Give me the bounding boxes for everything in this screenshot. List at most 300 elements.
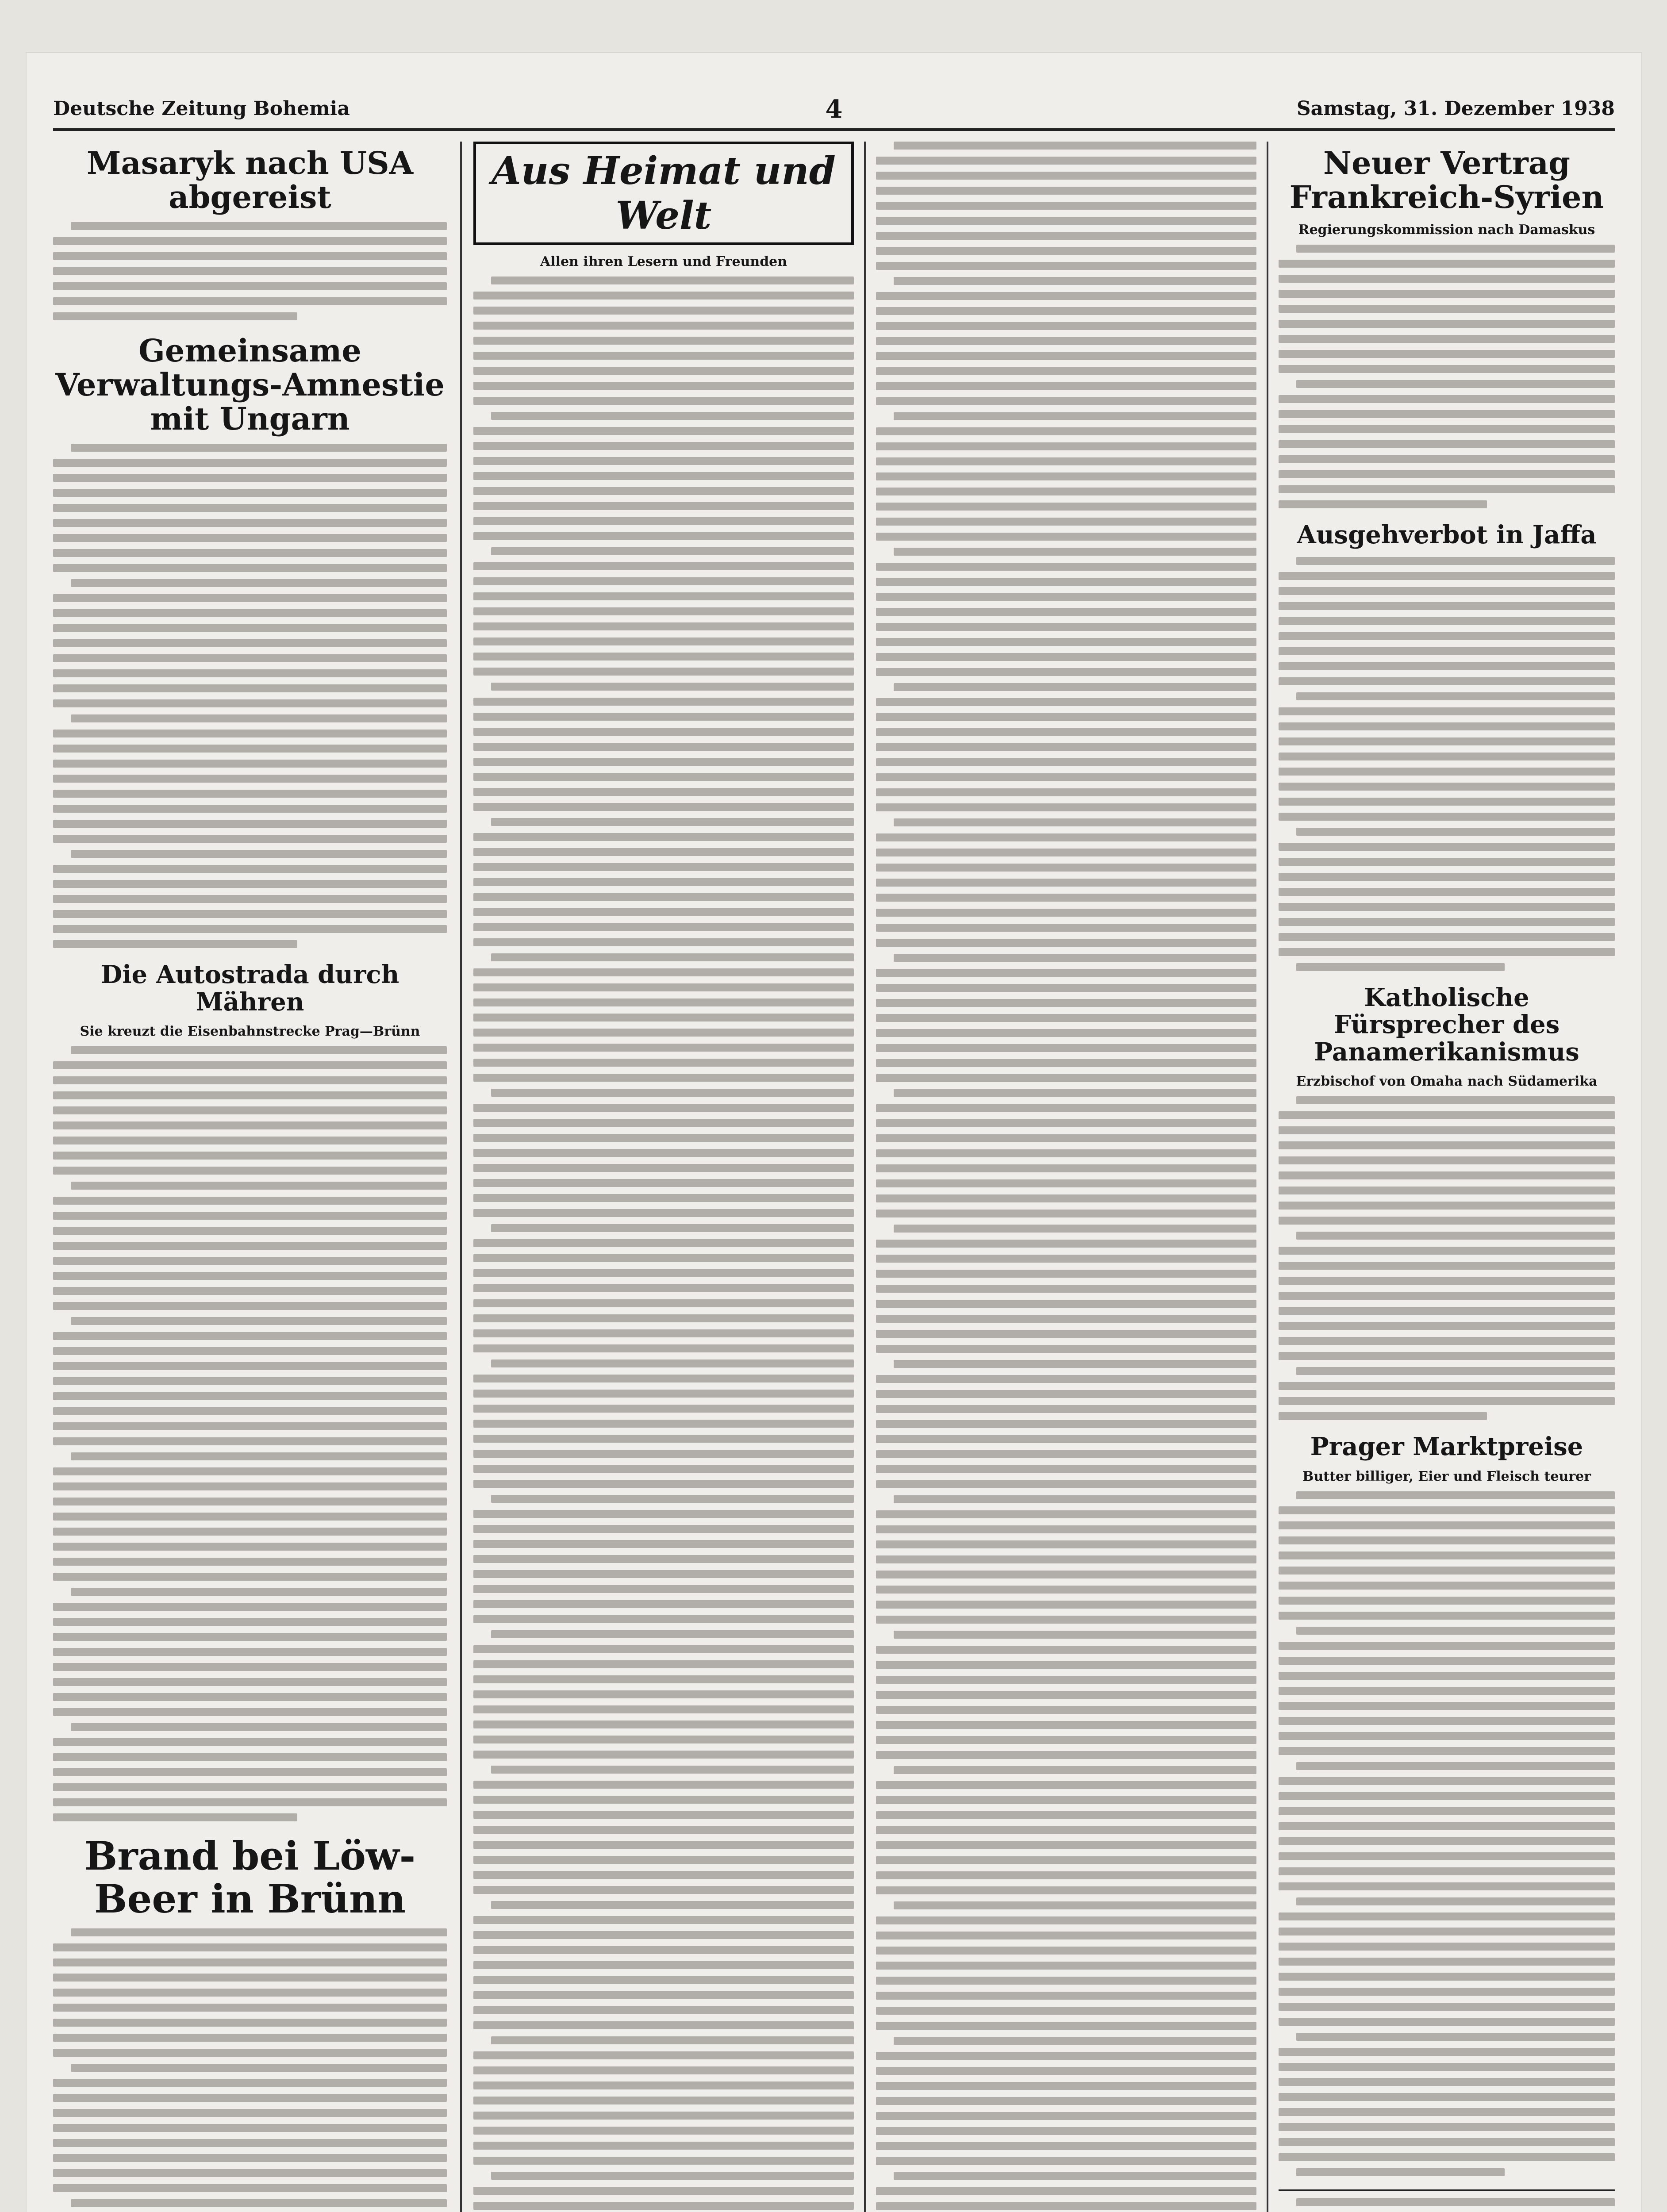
text-line [876,1992,1256,2000]
text-line [1279,1247,1615,1255]
text-line [473,698,854,706]
text-line [876,1962,1256,1970]
headline-brand: Brand bei Löw-Beer in Brünn [84,1833,416,1922]
text-line [53,1798,447,1806]
text-line [1279,1382,1615,1390]
text-line [53,910,447,918]
article-body [473,276,854,2212]
text-line [1279,1171,1615,1179]
text-line [53,1272,447,1280]
text-line [876,1074,1256,1082]
text-line [53,252,447,260]
text-line [473,562,854,570]
text-line [876,503,1256,511]
text-line [876,2112,1256,2120]
text-line [876,1194,1256,1202]
text-line [71,579,447,587]
text-line [876,563,1256,571]
text-line [1279,843,1615,851]
text-line [1279,1657,1615,1665]
text-line [876,2127,1256,2135]
text-line [876,849,1256,856]
text-line [53,1753,447,1761]
text-line [1279,783,1615,791]
text-line [1279,1126,1615,1134]
text-line [1279,485,1615,493]
text-line [53,534,447,542]
text-line [473,743,854,751]
text-line [473,1540,854,1548]
text-line [876,1826,1256,1834]
text-line [53,1407,447,1415]
text-line [1279,1322,1615,1330]
text-line [876,1270,1256,1278]
text-line [1279,1612,1615,1620]
text-line [473,1074,854,1082]
text-line [53,1693,447,1701]
text-line [1279,1187,1615,1194]
text-line [876,909,1256,917]
text-line [1296,2168,1505,2176]
text-line [894,1089,1256,1097]
text-line [473,2202,854,2210]
text-line [1279,1943,1615,1951]
text-line [876,698,1256,706]
text-line [1279,1777,1615,1785]
text-line [473,1329,854,1337]
text-line [894,818,1256,826]
text-line [876,382,1256,390]
headline-syrien: Neuer Vertrag Frankreich-Syrien [1289,145,1604,215]
headline-autostrada: Die Autostrada durch Mähren [100,960,399,1017]
text-line [53,2004,447,2012]
text-line [1279,1202,1615,1210]
text-line [876,1661,1256,1669]
text-line [876,1525,1256,1533]
text-line [876,2022,1256,2030]
text-line [1279,1412,1487,1420]
text-line [53,624,447,632]
text-line [53,1513,447,1521]
text-line [473,1209,854,1217]
text-line [491,412,854,420]
text-line [876,1616,1256,1624]
subheadline-syrien: Regierungskommission nach Damaskus [1298,222,1595,238]
text-line [473,592,854,600]
text-line [473,1690,854,1698]
text-line [491,683,854,691]
text-line [1279,602,1615,610]
text-line [53,745,447,753]
text-line [1279,1867,1615,1875]
text-line [53,1347,447,1355]
text-line [53,684,447,692]
text-line [1296,1627,1615,1635]
text-line [1279,1262,1615,1270]
text-line [876,352,1256,360]
text-line [53,730,447,737]
text-line [473,1976,854,1984]
text-line [894,954,1256,962]
text-line [1279,2108,1615,2116]
text-line [473,2066,854,2074]
text-line [876,623,1256,631]
text-line [473,1751,854,1759]
text-line [1279,425,1615,433]
text-line [53,1227,447,1235]
text-line [1279,1882,1615,1890]
article-body [1279,1491,1615,2176]
text-line [876,457,1256,465]
text-line [1279,1156,1615,1164]
text-line [491,818,854,826]
text-line [53,820,447,828]
text-line [53,1989,447,1997]
text-line [473,382,854,390]
text-line [473,908,854,916]
text-line [876,2097,1256,2105]
text-line [876,1210,1256,1217]
text-line [53,1663,447,1671]
text-line [473,1284,854,1292]
text-line [473,352,854,360]
text-line [1279,1582,1615,1590]
text-line [491,953,854,961]
text-line [876,1676,1256,1684]
text-line [1279,1521,1615,1529]
section-banner: Aus Heimat und Welt [473,142,854,245]
text-line [473,517,854,525]
text-line [1279,1551,1615,1559]
text-line [473,1480,854,1488]
text-line [1279,1337,1615,1345]
text-line [473,1675,854,1683]
article-body [876,142,1256,2212]
text-line [491,1901,854,1909]
text-line [53,2049,447,2057]
text-line [1279,813,1615,821]
text-line [1279,290,1615,298]
text-line [876,1796,1256,1804]
text-line [1279,2003,1615,2011]
text-line [473,1269,854,1277]
text-line [876,1721,1256,1729]
headline-jaffa: Ausgehverbot in Jaffa [1297,520,1597,549]
text-line [473,1600,854,1608]
text-line [473,367,854,375]
text-line [894,2037,1256,2045]
text-line [876,1751,1256,1759]
text-line [473,2112,854,2120]
text-line [71,714,447,722]
text-line [876,1315,1256,1323]
text-line [53,1152,447,1160]
text-line [1279,395,1615,403]
text-line [473,577,854,585]
text-line [894,1360,1256,1368]
text-line [53,519,447,527]
text-line [1279,1277,1615,1285]
text-line [53,489,447,497]
text-line [876,187,1256,195]
text-line [53,1543,447,1551]
text-line [53,267,447,275]
text-line [53,699,447,707]
text-line [53,297,447,305]
text-line [473,923,854,931]
text-line [876,713,1256,721]
text-line [473,1134,854,1142]
text-line [473,397,854,405]
text-line [876,1571,1256,1578]
text-line [473,1194,854,1202]
text-line [876,1977,1256,1985]
text-line [473,653,854,661]
text-line [1279,888,1615,896]
article-body [1279,557,1615,971]
text-line [473,833,854,841]
text-line [473,2187,854,2195]
text-line [71,444,447,452]
text-line [473,1465,854,1473]
subheadline-katholisch: Erzbischof von Omaha nach Südamerika [1296,1074,1598,1090]
text-line [473,307,854,315]
text-line [1279,500,1487,508]
text-line [876,578,1256,586]
text-line [473,1149,854,1157]
text-line [53,1422,447,1430]
text-line [53,880,447,888]
text-line [53,1242,447,1250]
text-line [53,895,447,903]
text-line [1279,1732,1615,1740]
text-line [53,1377,447,1385]
text-line [491,1359,854,1367]
masthead-date: Samstag, 31. Dezember 1938 [1296,97,1615,120]
text-line [1279,2063,1615,2071]
text-line [53,504,447,512]
text-line [53,865,447,873]
text-line [53,669,447,677]
text-line [876,1375,1256,1383]
text-line [53,1121,447,1129]
text-line [1279,455,1615,463]
text-line [876,1059,1256,1067]
text-line [876,2157,1256,2165]
text-line [1279,1597,1615,1605]
text-line [491,2172,854,2180]
newspaper-page [27,53,1641,2212]
text-line [876,969,1256,977]
text-line [876,337,1256,345]
text-line [473,2006,854,2014]
text-line [53,1813,297,1821]
text-line [53,1212,447,1220]
text-line [1279,365,1615,373]
text-line [876,247,1256,255]
text-line [1279,1852,1615,1860]
text-line [473,1239,854,1247]
text-line [1279,1217,1615,1225]
text-line [876,1736,1256,1744]
column-rule [1267,142,1268,2212]
text-line [894,1766,1256,1774]
text-line [473,1991,854,1999]
text-line [894,1225,1256,1233]
text-line [473,998,854,1006]
text-line [1279,2018,1615,2026]
text-line [1279,1397,1615,1405]
text-line [876,1164,1256,1172]
text-line [473,292,854,300]
text-line [53,282,447,290]
text-line [491,1766,854,1774]
text-line [876,202,1256,210]
text-line [1279,335,1615,343]
text-line [53,1648,447,1656]
text-line [1296,380,1615,388]
text-line [876,608,1256,616]
text-line [53,639,447,647]
text-line [1279,2138,1615,2146]
text-line [876,2067,1256,2075]
text-line [876,1240,1256,1248]
text-line [876,533,1256,541]
text-line [876,367,1256,375]
text-line [876,879,1256,887]
text-line [1279,1307,1615,1315]
text-line [71,222,447,230]
text-line [53,474,447,482]
text-line [473,1645,854,1653]
text-line [1279,1928,1615,1936]
text-line [876,638,1256,646]
text-line [473,1314,854,1322]
text-line [53,2109,447,2117]
text-line [71,2199,447,2207]
text-line [53,2019,447,2027]
text-line [1279,587,1615,595]
text-line [1279,1912,1615,1920]
text-line [53,1708,447,1716]
text-line [876,593,1256,601]
text-line [473,322,854,330]
text-line [71,1317,447,1325]
text-line [1279,873,1615,881]
text-line [53,760,447,768]
text-line [1279,1717,1615,1725]
text-line [473,758,854,766]
text-line [1279,1807,1615,1815]
page-number: 4 [825,95,843,124]
text-line [473,637,854,645]
text-line [491,276,854,284]
text-line [473,1375,854,1382]
text-line [53,1603,447,1611]
text-line [53,775,447,783]
text-line [876,668,1256,676]
text-line [473,502,854,510]
text-line [1279,948,1615,956]
text-line [876,1345,1256,1353]
text-line [53,925,447,933]
text-line [1296,245,1615,253]
text-line [473,1405,854,1413]
text-line [1279,305,1615,313]
text-line [1296,1762,1615,1770]
text-line [473,607,854,615]
text-line [1279,647,1615,655]
text-line [1279,410,1615,418]
text-line [53,2154,447,2162]
text-line [473,1781,854,1789]
text-line [473,1254,854,1262]
text-line [473,863,854,871]
text-line [473,2081,854,2089]
text-line [876,232,1256,240]
text-line [473,1841,854,1849]
text-line [71,1588,447,1596]
text-line [473,1344,854,1352]
text-line [53,654,447,662]
column-rule [460,142,462,2212]
text-line [473,1164,854,1172]
text-line [53,1573,447,1581]
text-line [53,805,447,813]
text-line [53,459,447,467]
text-line [876,894,1256,902]
text-line [53,1287,447,1295]
text-line [1279,1958,1615,1966]
text-line [53,2094,447,2102]
text-line [1279,2048,1615,2056]
text-line [53,1558,447,1566]
text-line [473,938,854,946]
text-line [473,2051,854,2059]
text-line [1279,1352,1615,1360]
text-line [473,2097,854,2104]
text-line [1279,768,1615,776]
text-line [473,457,854,465]
text-line [53,1167,447,1175]
text-line [876,1420,1256,1428]
text-line [894,277,1256,285]
article-body [53,444,447,948]
text-line [876,758,1256,766]
text-line [473,2127,854,2135]
text-line [1279,1988,1615,1996]
text-line [876,1134,1256,1142]
article-body [1279,245,1615,508]
text-line [1279,677,1615,685]
text-line [473,1871,854,1879]
text-line [53,2169,447,2177]
text-line [473,788,854,796]
text-line [53,1618,447,1626]
text-line [53,594,447,602]
text-line [473,1585,854,1593]
text-line [1279,1141,1615,1149]
text-line [71,1723,447,1731]
text-line [876,172,1256,180]
text-line [473,773,854,781]
text-line [473,1705,854,1713]
text-line [1296,1491,1615,1499]
text-line [491,2036,854,2044]
text-line [473,487,854,495]
text-line [53,2034,447,2042]
text-line [53,549,447,557]
